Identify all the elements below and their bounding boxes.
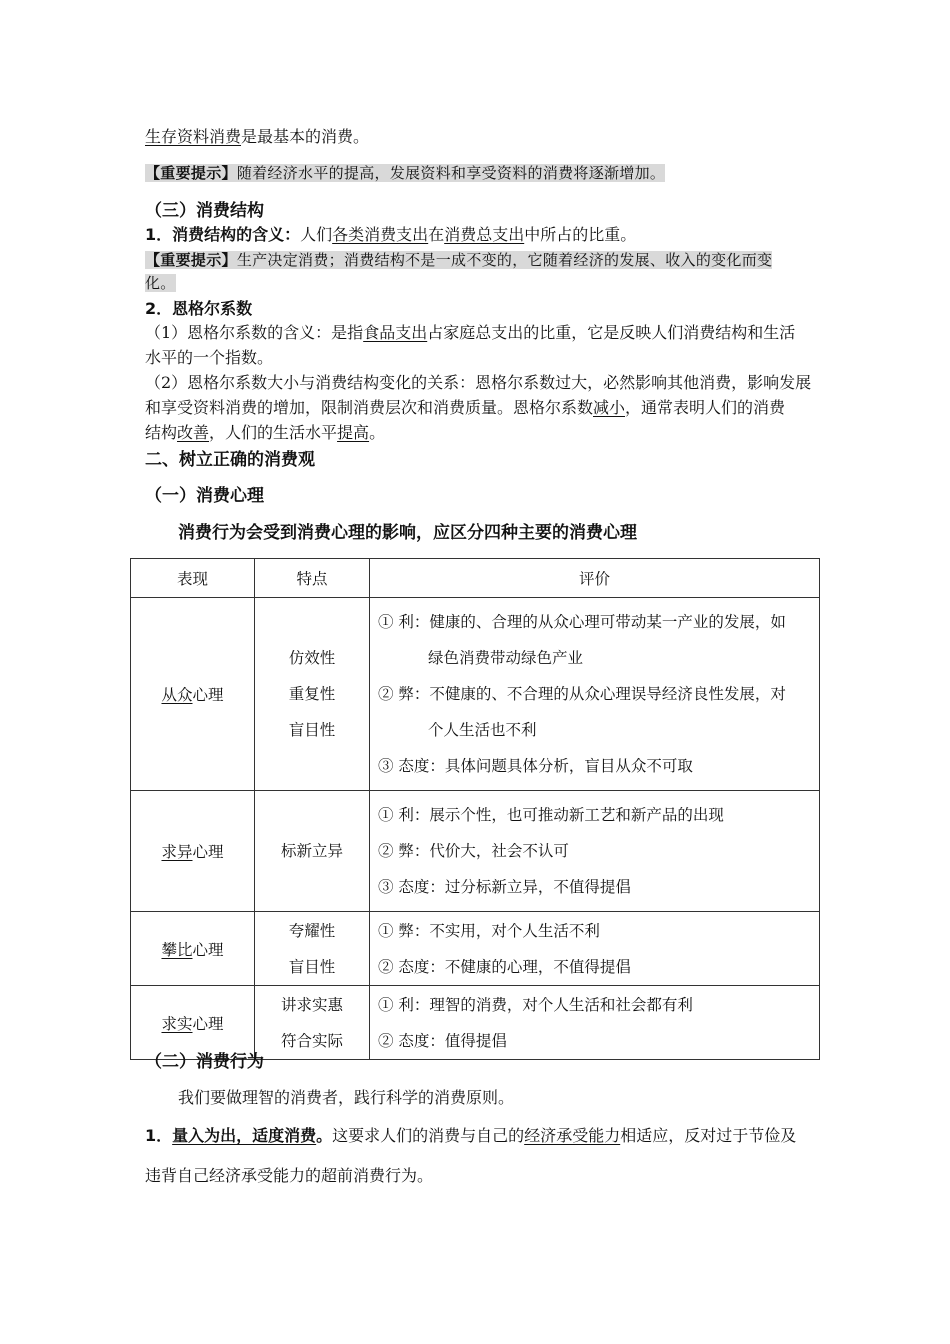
- engel-heading: 2．恩格尔系数: [145, 299, 253, 318]
- row-name-cell: 从众心理: [131, 598, 255, 791]
- row-name-cell: 攀比心理: [131, 912, 255, 986]
- table-row: [131, 986, 820, 1060]
- engel-relation-line2: 和享受资料消费的增加，限制消费层次和消费质量。恩格尔系数减小，通常表明人们的消费: [145, 398, 786, 417]
- traits-cell: 仿效性 重复性 盲目性: [255, 598, 370, 791]
- section-heading-structure: （三）消费结构: [145, 201, 264, 221]
- principle-line1: 1．量入为出，适度消费。这要求人们的消费与自己的经济承受能力相适应，反对过于节俭及: [145, 1126, 797, 1145]
- engel-relation-line1: （2）恩格尔系数大小与消费结构变化的关系：恩格尔系数过大，必然影响其他消费，影响发展: [145, 373, 812, 392]
- table-header-row: [131, 559, 820, 598]
- tip-label: 【重要提示】: [145, 164, 237, 182]
- row-name-cell: 求异心理: [131, 791, 255, 912]
- principle-line2: 违背自己经济承受能力的超前消费行为。: [145, 1166, 434, 1185]
- chapter-heading-view: 二、树立正确的消费观: [145, 450, 315, 470]
- evaluation-cell: ① 弊：不实用，对个人生活不利 ② 态度：不健康的心理，不值得提倡: [370, 912, 820, 986]
- table-row: [131, 598, 820, 791]
- table-caption: 消费行为会受到消费心理的影响，应区分四种主要的消费心理: [178, 523, 637, 543]
- important-tip-2-line1: 【重要提示】生产决定消费；消费结构不是一成不变的，它随着经济的发展、收入的变化而变: [145, 251, 773, 269]
- consumption-paragraph: 生存资料消费是最基本的消费。: [145, 127, 370, 146]
- traits-cell: 讲求实惠 符合实际: [255, 986, 370, 1060]
- important-tip-2-line2: 化。: [145, 274, 176, 292]
- evaluation-cell: ① 利：理智的消费，对个人生活和社会都有利 ② 态度：值得提倡: [370, 986, 820, 1060]
- behavior-intro: 我们要做理智的消费者，践行科学的消费原则。: [178, 1088, 515, 1107]
- engel-definition-line2: 水平的一个指数。: [145, 348, 274, 367]
- row-name-cell: 求实心理: [131, 986, 255, 1060]
- table-row: [131, 912, 820, 986]
- structure-definition: 1．消费结构的含义：人们各类消费支出在消费总支出中所占的比重。: [145, 225, 637, 244]
- header-cell: 表现: [131, 559, 255, 598]
- traits-cell: 标新立异: [255, 791, 370, 912]
- section-heading-behavior: （二）消费行为: [145, 1052, 264, 1072]
- table-row: [131, 791, 820, 912]
- evaluation-cell: ① 利：健康的、合理的从众心理可带动某一产业的发展，如 绿色消费带动绿色产业 ② 弊：不健康的、不合理的从众心理误导经济良性发展，对 个人生活也不利 ③ 态度：具体问题具体分析，盲目从众不可取: [370, 598, 820, 791]
- header-cell: 特点: [255, 559, 370, 598]
- psychology-table: [130, 558, 820, 1060]
- important-tip: 【重要提示】随着经济水平的提高，发展资料和享受资料的消费将逐渐增加。: [145, 164, 666, 182]
- evaluation-cell: ① 利：展示个性，也可推动新工艺和新产品的出现 ② 弊：代价大，社会不认可 ③ 态度：过分标新立异，不值得提倡: [370, 791, 820, 912]
- traits-cell: 夸耀性 盲目性: [255, 912, 370, 986]
- section-heading-psych: （一）消费心理: [145, 486, 264, 506]
- header-cell: 评价: [370, 559, 820, 598]
- underlined-term: 生存资料消费: [145, 127, 242, 146]
- engel-relation-line3: 结构改善，人们的生活水平提高。: [145, 423, 386, 442]
- engel-definition-line1: （1）恩格尔系数的含义：是指食品支出占家庭总支出的比重，它是反映人们消费结构和生活: [145, 323, 796, 342]
